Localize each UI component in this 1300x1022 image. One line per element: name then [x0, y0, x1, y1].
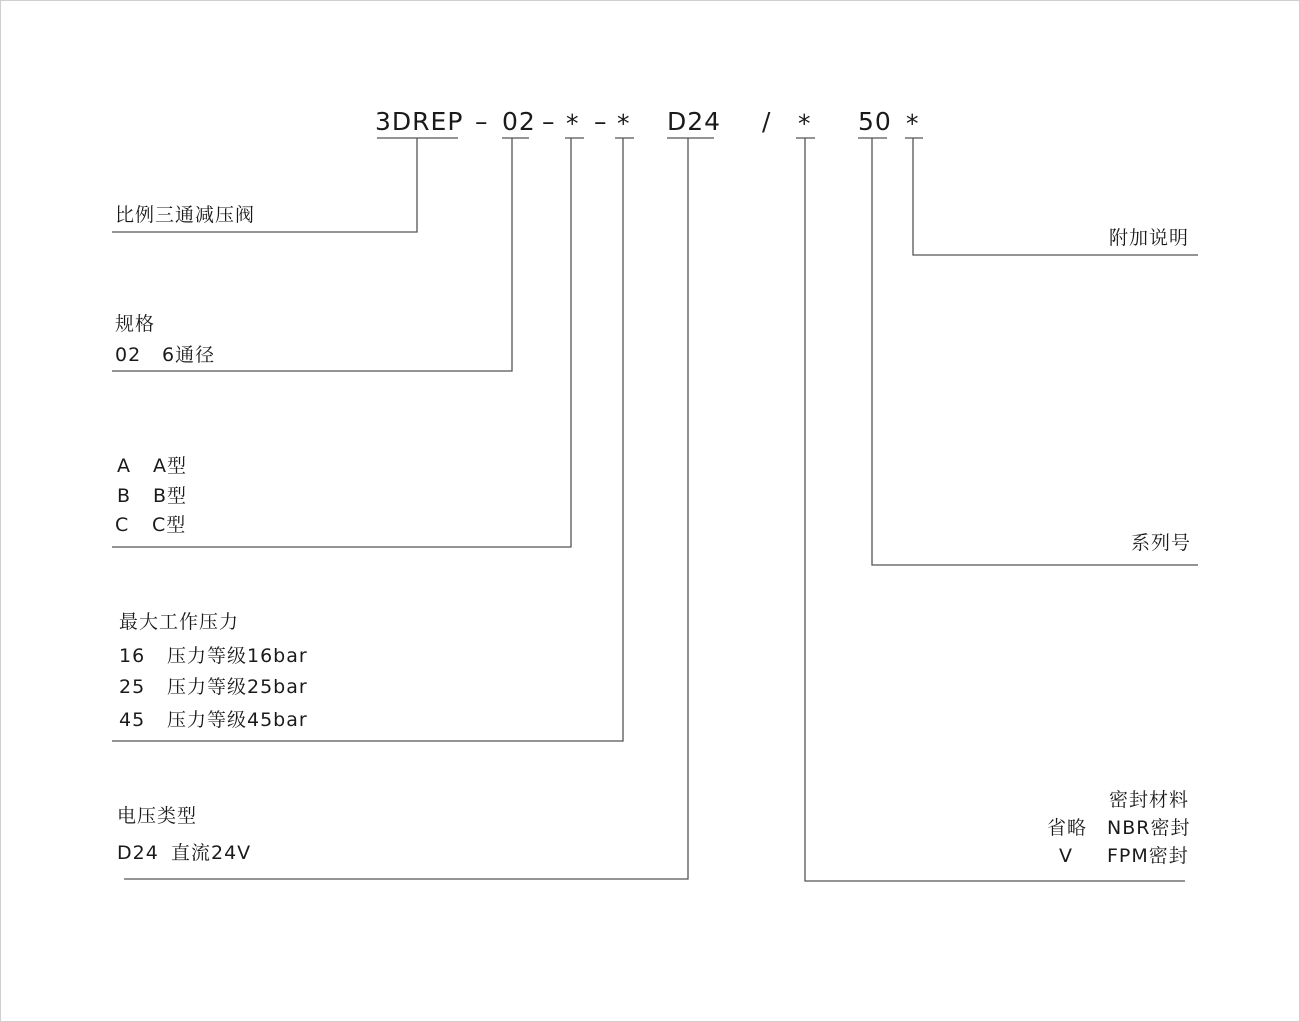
pressure-code-16: 16 — [119, 645, 146, 667]
type-code-c: C — [115, 514, 130, 536]
type-desc-b: B型 — [153, 485, 188, 507]
code-type: * — [566, 109, 580, 138]
code-voltage: D24 — [667, 107, 722, 136]
type-desc-c: C型 — [152, 514, 187, 536]
size-desc: 6通径 — [162, 344, 216, 366]
model-description: 比例三通减压阀 — [115, 204, 256, 226]
code-pressure: * — [617, 109, 631, 138]
voltage-desc: 直流24V — [171, 842, 252, 864]
code-seal: * — [798, 109, 812, 138]
leader-voltage — [124, 138, 688, 879]
type-code-a: A — [117, 455, 131, 477]
leader-size — [112, 138, 512, 371]
type-code-b: B — [117, 485, 132, 507]
size-title: 规格 — [115, 313, 156, 335]
pressure-desc-16: 压力等级16bar — [167, 645, 308, 667]
seal-title: 密封材料 — [1109, 789, 1190, 811]
leader-lines — [1, 1, 1299, 1021]
pressure-title: 最大工作压力 — [119, 611, 240, 633]
pressure-desc-45: 压力等级45bar — [167, 709, 308, 731]
type-desc-a: A型 — [153, 455, 187, 477]
seal-code-fpm: V — [1059, 845, 1073, 867]
leader-series — [872, 138, 1198, 565]
code-extra: * — [906, 109, 920, 138]
code-size: 02 — [502, 107, 536, 136]
code-dash-3: – — [594, 107, 608, 136]
seal-code-nbr: 省略 — [1047, 817, 1088, 839]
code-dash-1: – — [475, 107, 489, 136]
code-slash: / — [762, 107, 772, 136]
series-description: 系列号 — [1131, 532, 1192, 554]
code-series: 50 — [858, 107, 892, 136]
pressure-code-25: 25 — [119, 676, 146, 698]
pressure-code-45: 45 — [119, 709, 146, 731]
voltage-code: D24 — [117, 842, 159, 864]
code-model: 3DREP — [375, 107, 464, 136]
extra-description: 附加说明 — [1109, 227, 1190, 249]
pressure-desc-25: 压力等级25bar — [167, 676, 308, 698]
size-code: 02 — [115, 344, 142, 366]
seal-desc-fpm: FPM密封 — [1107, 845, 1189, 867]
code-dash-2: – — [542, 107, 556, 136]
voltage-title: 电压类型 — [117, 805, 198, 827]
seal-desc-nbr: NBR密封 — [1107, 817, 1191, 839]
